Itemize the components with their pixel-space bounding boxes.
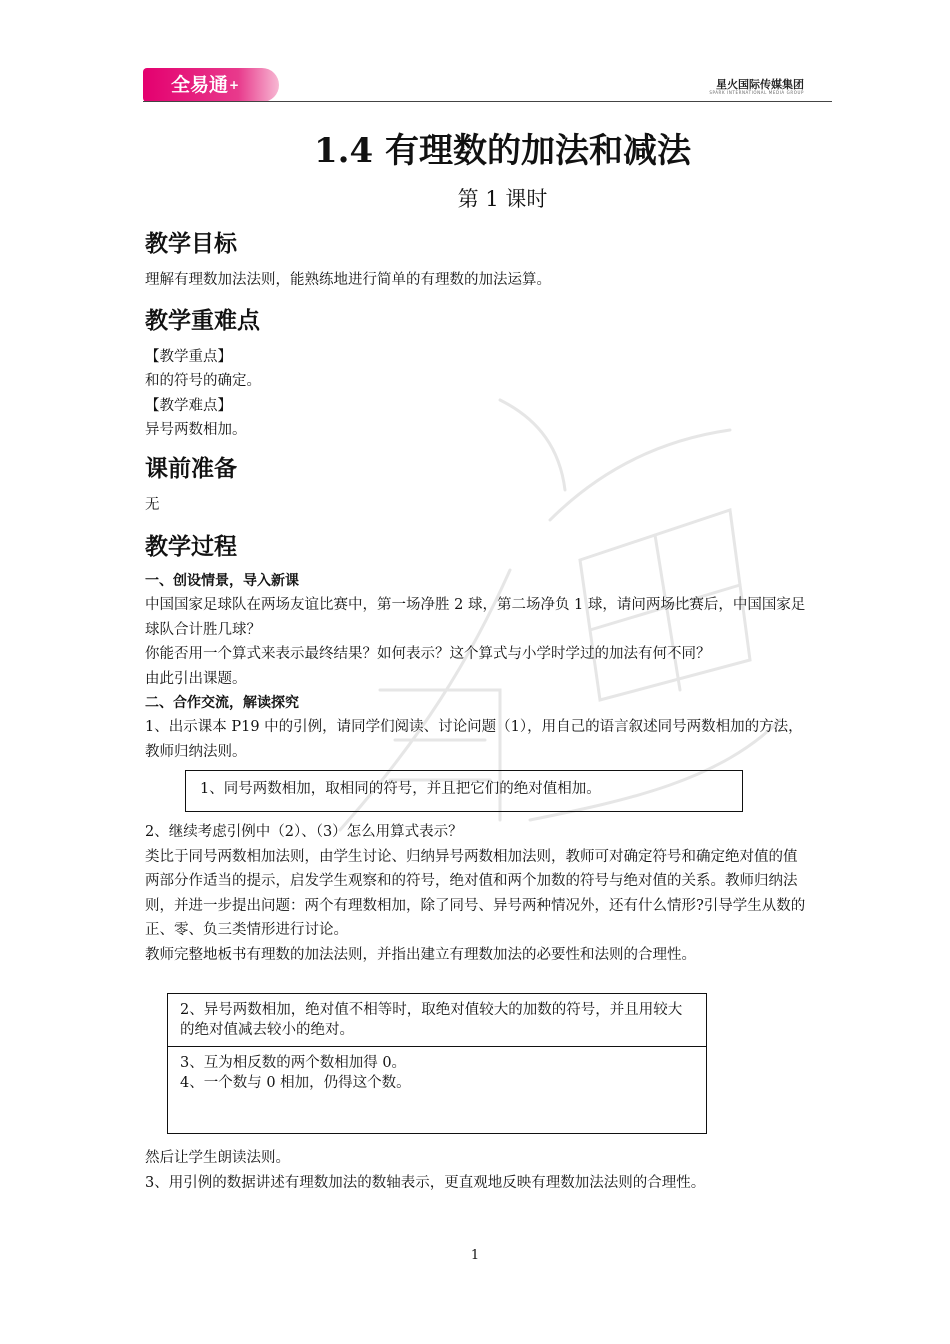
objectives-text: 理解有理数加法法则，能熟练地进行简单的有理数的加法运算。 bbox=[145, 272, 551, 288]
rule-box-other-cases bbox=[167, 993, 707, 1134]
brand-logo bbox=[143, 68, 279, 102]
page-title: 1.4 有理数的加法和减法 bbox=[314, 131, 691, 171]
logo-star: + bbox=[229, 78, 240, 92]
section-heading-key-points: 教学重难点 bbox=[145, 307, 260, 334]
part1-paragraph-1: 中国国家足球队在两场友谊比赛中，第一场净胜 2 球，第二场净负 1 球，请问两场比赛后，中国国家足球队合计胜几球？ bbox=[145, 597, 806, 638]
difficulty-text: 异号两数相加。 bbox=[145, 422, 247, 438]
brand-name-cn: 星火国际传媒集团 bbox=[716, 78, 804, 91]
rule-2-text: 2、异号两数相加，绝对值不相等时，取绝对值较大的加数的符号，并且用较大的绝对值减去较小的绝对。 bbox=[180, 1002, 683, 1038]
rule-box-same-sign bbox=[185, 770, 743, 812]
rule-1-text: 1、同号两数相加，取相同的符号，并且把它们的绝对值相加。 bbox=[200, 781, 601, 797]
rule-cell-opposite-sign bbox=[168, 994, 706, 1047]
page-subtitle: 第 1 课时 bbox=[457, 187, 548, 211]
document-body bbox=[145, 128, 810, 1195]
section-heading-process: 教学过程 bbox=[145, 534, 237, 560]
part1-paragraph-2: 你能否用一个算式来表示最终结果？如何表示？这个算式与小学时学过的加法有何不同？ bbox=[145, 646, 711, 662]
preparation-text: 无 bbox=[145, 496, 160, 513]
rule-3-text: 3、互为相反数的两个数相加得 0。 bbox=[180, 1055, 407, 1071]
part2-paragraph-2: 2、继续考虑引例中（2）、（3）怎么用算式表示？ bbox=[145, 824, 463, 840]
rule-cell-zero-cases bbox=[168, 1047, 706, 1133]
section-heading-objectives: 教学目标 bbox=[145, 231, 237, 257]
page-number: 1 bbox=[470, 1248, 480, 1263]
logo-text: 全易通 bbox=[171, 74, 229, 96]
brand-name-en: SPARK INTERNATIONAL MEDIA GROUP bbox=[709, 90, 804, 95]
part2-paragraph-4: 教师完整地板书有理数的加法法则，并指出建立有理数加法的必要性和法则的合理性。 bbox=[145, 946, 696, 963]
part2-paragraph-3: 类比于同号两数相加法则，由学生讨论、归纳异号两数相加法则，教师可对确定符号和确定绝对值的值两部分作适当的提示，启发学生观察和的符号，绝对值和两个加数的符号与绝对值的关系。教师归纳法则，并进一步提出问题：两个有理数相加，除了同号、异号两种情况外，还有什么情形?引导学生从数的正、零、负三类情形进行讨论。 bbox=[145, 848, 806, 938]
part2-paragraph-1: 1、出示课本 P19 中的引例，请同学们阅读、讨论问题（1），用自己的语言叙述同号两数相加的方法，教师归纳法则。 bbox=[145, 719, 803, 760]
part2-title: 二、合作交流，解读探究 bbox=[145, 695, 299, 711]
focus-label: 【教学重点】 bbox=[145, 348, 232, 365]
part2-paragraph-6: 3、用引例的数据讲述有理数加法的数轴表示，更直观地反映有理数加法法则的合理性。 bbox=[145, 1174, 706, 1191]
part2-paragraph-5: 然后让学生朗读法则。 bbox=[145, 1150, 290, 1166]
part1-paragraph-3: 由此引出课题。 bbox=[145, 670, 247, 687]
section-heading-preparation: 课前准备 bbox=[145, 455, 237, 482]
header-divider bbox=[143, 101, 832, 102]
focus-text: 和的符号的确定。 bbox=[145, 373, 261, 389]
difficulty-label: 【教学难点】 bbox=[145, 397, 232, 414]
part1-title: 一、创设情景，导入新课 bbox=[145, 573, 299, 589]
rule-4-text: 4、一个数与 0 相加，仍得这个数。 bbox=[180, 1075, 411, 1091]
